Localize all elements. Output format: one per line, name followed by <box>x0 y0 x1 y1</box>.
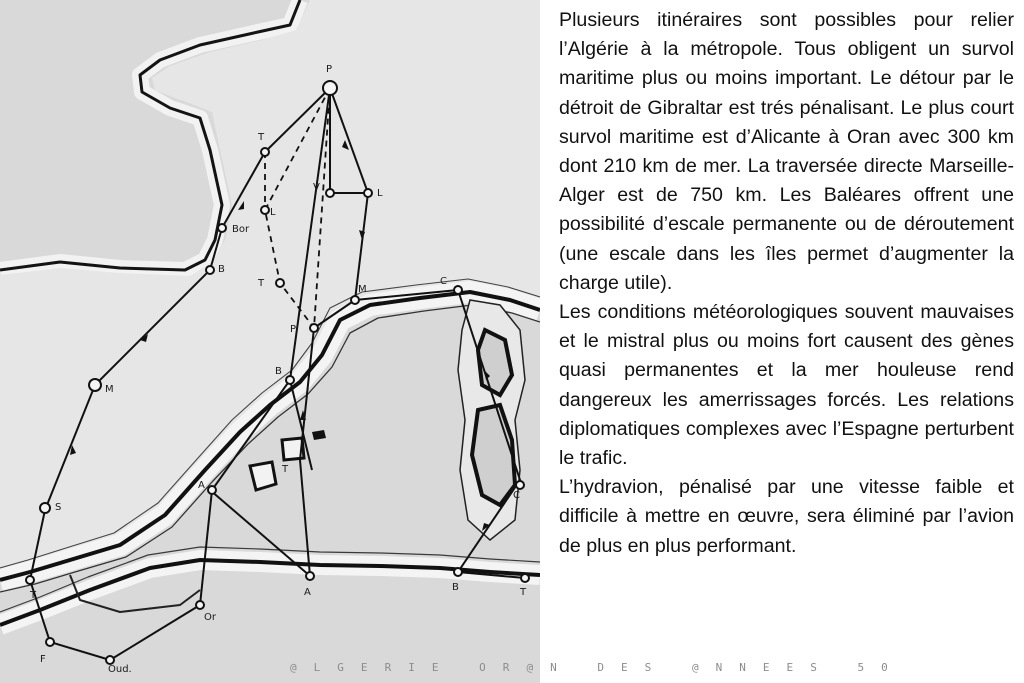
label-S: S <box>55 502 62 513</box>
paragraph-weather: Les conditions météorologiques souvent mauvaises et le mistral plus ou moins fort causent des gènes quasi permanentes et la mer houleuse rend dangereux les amerrissages forcés. Les relations diplomatiques complexes avec l’Espagne perturbent le trafic. <box>559 301 1014 470</box>
label-T-inland: T <box>282 464 289 475</box>
label-B-coast: B <box>275 366 282 377</box>
label-M-france: M <box>358 284 367 295</box>
paragraph-itineraries: Plusieurs itinéraires sont possibles pour relier l’Algérie à la métropole. Tous obligent un survol maritime plus ou moins important. Le détour par le détroit de Gibraltar est trés pénalisant. Le plus court survol maritime est d’Alicante à Oran avec 300 km dont 210 km de mer. La traversée directe Marseille-Alger est de 750 km. Les Baléares offrent une possibilité d’escale permanente ou de déroutement (une escale dans les îles permet d’augmenter la charge utile). <box>559 9 1014 294</box>
label-L-inner: L <box>270 207 276 218</box>
label-Oud: Oud. <box>108 664 132 675</box>
label-T-africa: T <box>520 587 527 598</box>
label-B-upper: B <box>218 264 225 275</box>
label-T-mid: T <box>258 278 265 289</box>
paragraph-seaplane: L’hydravion, pénalisé par une vitesse faible et difficile à mettre en œuvre, sera éliminé par l’avion de plus en plus performant. <box>559 476 1014 557</box>
label-P-lower: P <box>290 324 297 335</box>
label-A-algeria: A <box>304 587 311 598</box>
label-V: V <box>313 182 320 193</box>
label-T-top: T <box>258 132 265 143</box>
islands-corsica-sardinia <box>458 300 525 540</box>
label-F: F <box>40 654 46 665</box>
label-P: P <box>326 64 333 75</box>
label-B-africa: B <box>452 582 459 593</box>
label-A-spain: A <box>198 480 205 491</box>
label-Or: Or <box>204 612 216 623</box>
watermark: @ L G E R I E O R @ N D E S @ N N E E S 5 0 <box>290 661 893 674</box>
label-T-strait: T <box>30 590 37 601</box>
label-C-east: C <box>440 276 447 287</box>
label-L-right: L <box>377 188 383 199</box>
label-C-sardinia: C <box>513 490 520 501</box>
label-Bor: Bor <box>232 224 250 235</box>
label-M-spain: M <box>105 384 114 395</box>
article-text <box>559 6 1014 561</box>
